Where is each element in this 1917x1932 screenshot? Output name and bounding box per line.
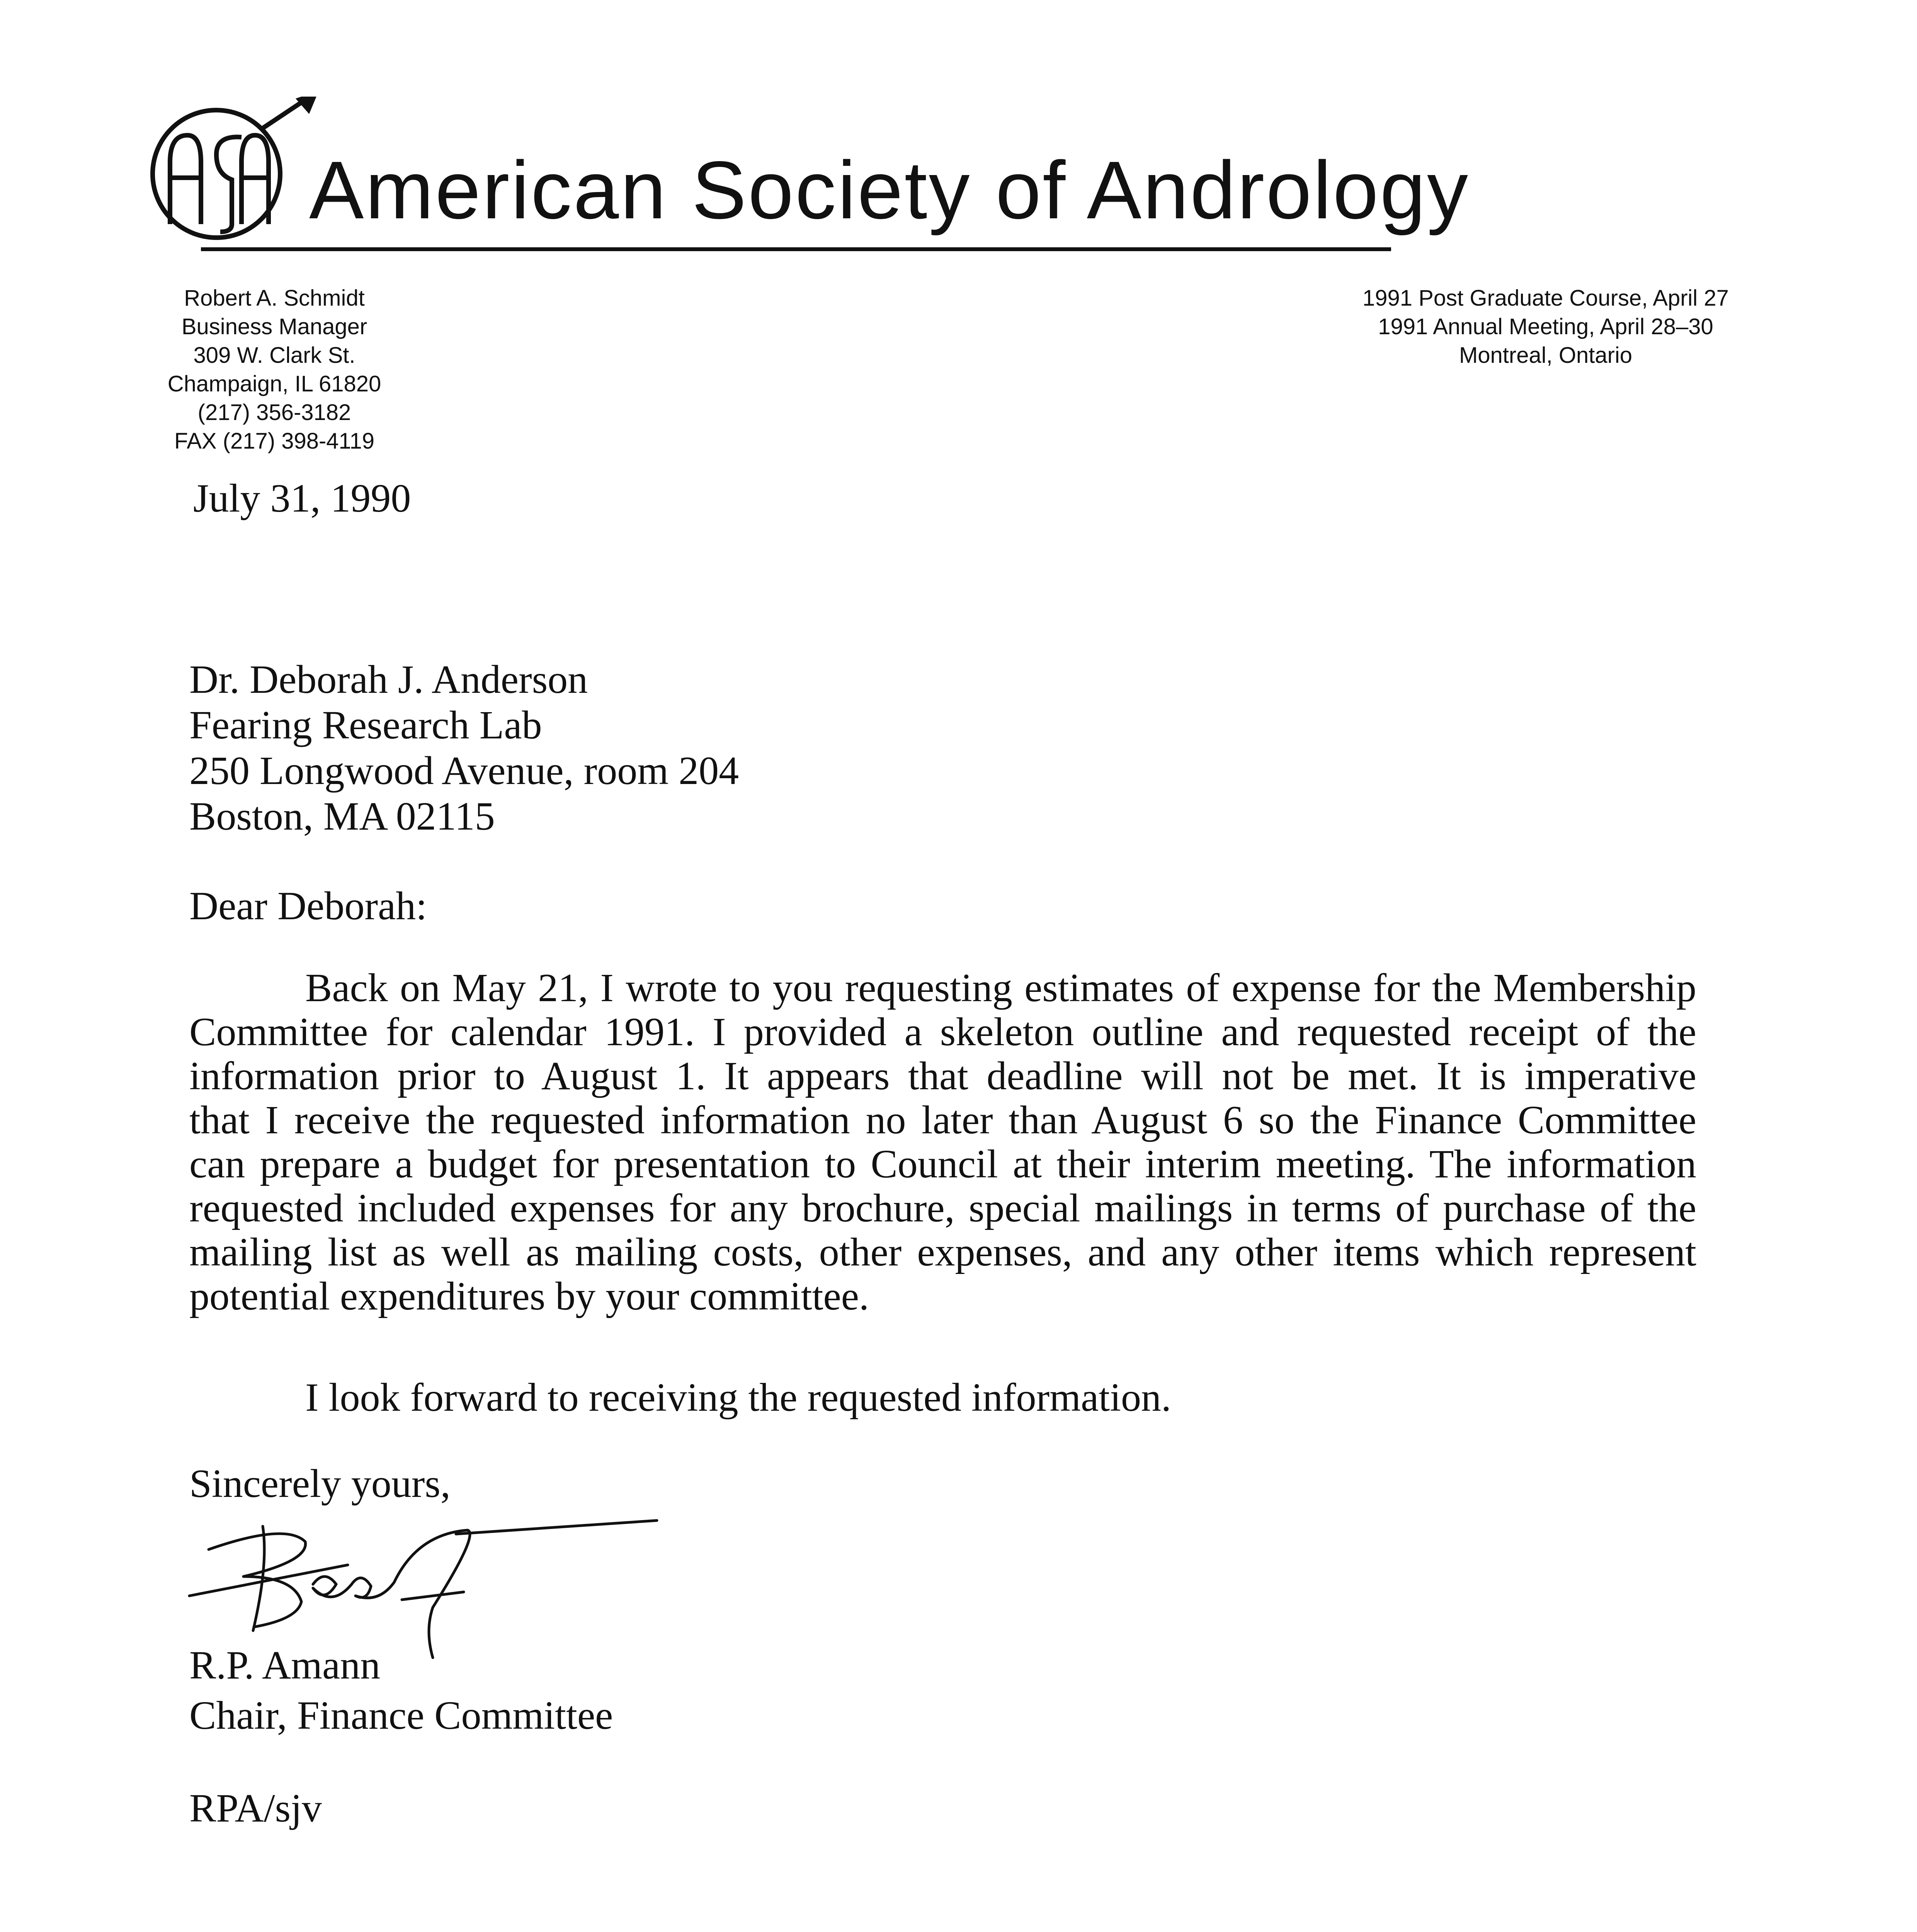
body-line: information prior to August 1. It appears that deadline will not be met. It is imperative [189, 1054, 1696, 1098]
manager-line: 309 W. Clark St. [193, 343, 356, 368]
recipient-line: Fearing Research Lab [189, 703, 542, 747]
closing: Sincerely yours, [189, 1461, 451, 1506]
manager-line: FAX (217) 398-4119 [174, 429, 375, 454]
manager-line: Business Manager [181, 314, 367, 339]
recipient-line: 250 Longwood Avenue, room 204 [189, 748, 739, 793]
recipient-address [189, 657, 739, 839]
letterhead-rule [201, 247, 1391, 251]
body-paragraph [189, 966, 1696, 1318]
body-line: that I receive the requested information no later than August 6 so the Finance Committee [189, 1098, 1696, 1142]
signer-title: Chair, Finance Committee [189, 1693, 613, 1738]
manager-line: Champaign, IL 61820 [167, 371, 381, 396]
body-paragraph: I look forward to receiving the requested information. [305, 1375, 1172, 1420]
recipient-line: Boston, MA 02115 [189, 794, 495, 838]
signer-name: R.P. Amann [189, 1643, 381, 1687]
body-line: can prepare a budget for presentation to Council at their interim meeting. The information [189, 1142, 1696, 1186]
business-manager-address [143, 284, 406, 456]
meeting-info [1333, 284, 1758, 370]
recipient-line: Dr. Deborah J. Anderson [189, 657, 588, 702]
typist-initials: RPA/sjv [189, 1786, 322, 1830]
body-line: requested included expenses for any brochure, special mailings in terms of purchase of the [189, 1186, 1696, 1230]
salutation: Dear Deborah: [189, 884, 427, 928]
manager-line: (217) 356-3182 [197, 400, 351, 425]
meeting-line: 1991 Post Graduate Course, April 27 [1362, 286, 1729, 311]
body-line: mailing list as well as mailing costs, other expenses, and any other items which represent [189, 1230, 1696, 1274]
meeting-line: 1991 Annual Meeting, April 28–30 [1378, 314, 1713, 339]
body-line: Committee for calendar 1991. I provided a skeleton outline and requested receipt of the [189, 1010, 1696, 1054]
body-line: Back on May 21, I wrote to you requesting estimates of expense for the Membership [305, 966, 1696, 1010]
asa-logo [143, 97, 336, 243]
letter-date: July 31, 1990 [193, 476, 411, 520]
manager-line: Robert A. Schmidt [184, 286, 365, 311]
meeting-line: Montreal, Ontario [1459, 343, 1633, 368]
organization-name: American Society of Andrology [309, 144, 1470, 236]
body-line: potential expenditures by your committee. [189, 1274, 869, 1318]
